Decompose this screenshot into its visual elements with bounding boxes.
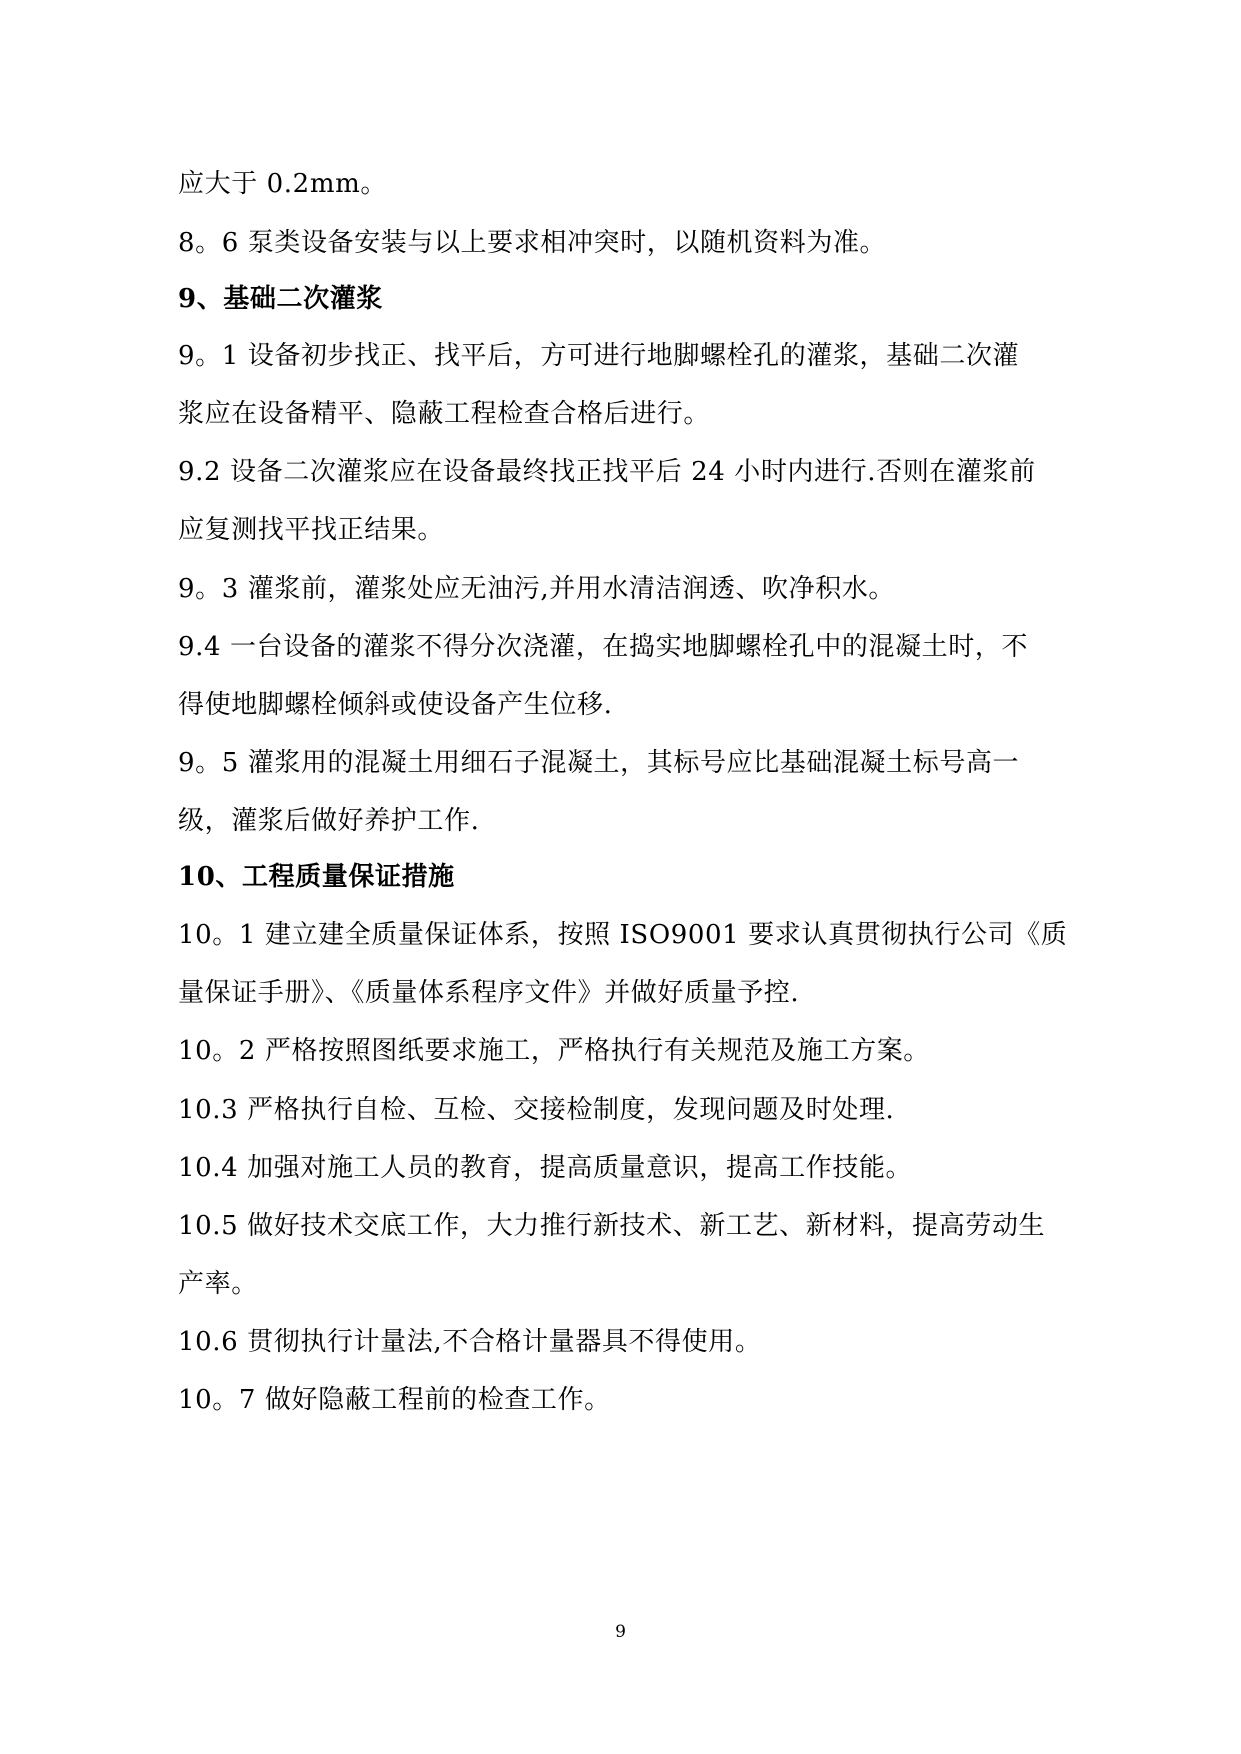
body-text-line: 级，灌浆后做好养护工作.	[178, 806, 480, 836]
body-text-line: 应复测找平找正结果。	[178, 515, 445, 545]
body-text-line: 9。1 设备初步找正、找平后，方可进行地脚螺栓孔的灌浆，基础二次灌	[178, 341, 1020, 371]
body-text-line: 8。6 泵类设备安装与以上要求相冲突时，以随机资料为准。	[178, 228, 887, 258]
body-text-line: 10。7 做好隐蔽工程前的检查工作。	[178, 1385, 611, 1415]
body-text-line: 产率。	[178, 1269, 258, 1299]
body-text-line: 10。2 严格按照图纸要求施工，严格执行有关规范及施工方案。	[178, 1036, 930, 1066]
body-text-line: 9.2 设备二次灌浆应在设备最终找正找平后 24 小时内进行.否则在灌浆前	[178, 457, 1036, 487]
body-text-line: 10.3 严格执行自检、互检、交接检制度，发现问题及时处理.	[178, 1095, 895, 1125]
body-text-line: 9。5 灌浆用的混凝土用细石子混凝土，其标号应比基础混凝土标号高一	[178, 748, 1020, 778]
body-text-line: 10.5 做好技术交底工作，大力推行新技术、新工艺、新材料，提高劳动生	[178, 1211, 1046, 1241]
section-heading: 9、基础二次灌浆	[178, 284, 383, 314]
section-heading: 10、工程质量保证措施	[178, 862, 455, 892]
body-text-line: 9.4 一台设备的灌浆不得分次浇灌，在捣实地脚螺栓孔中的混凝土时，不	[178, 632, 1029, 662]
body-text-line: 得使地脚螺栓倾斜或使设备产生位移.	[178, 690, 613, 720]
body-text-line: 浆应在设备精平、隐蔽工程检查合格后进行。	[178, 399, 711, 429]
page-number: 9	[615, 1622, 626, 1642]
body-text-line: 10.4 加强对施工人员的教育，提高质量意识，提高工作技能。	[178, 1153, 913, 1183]
body-text-line: 10.6 贯彻执行计量法,不合格计量器具不得使用。	[178, 1327, 762, 1357]
body-text-line: 量保证手册》、《质量体系程序文件》并做好质量予控.	[178, 978, 800, 1008]
body-text-line: 9。3 灌浆前，灌浆处应无油污,并用水清洁润透、吹净积水。	[178, 574, 896, 604]
body-text-line: 应大于 0.2mm。	[178, 169, 387, 199]
body-text-line: 10。1 建立建全质量保证体系，按照 ISO9001 要求认真贯彻执行公司《质	[178, 920, 1068, 950]
